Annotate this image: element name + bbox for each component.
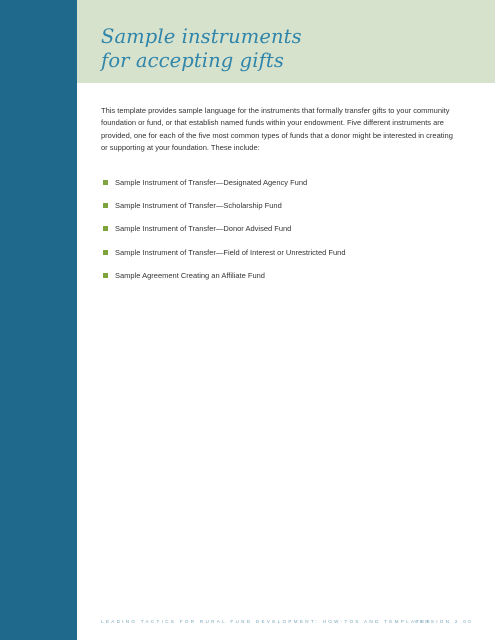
list-item <box>103 247 346 270</box>
square-bullet-icon <box>103 180 108 185</box>
square-bullet-icon <box>103 250 108 255</box>
square-bullet-icon <box>103 203 108 208</box>
list-item-label: Sample Agreement Creating an Affiliate Fund <box>115 270 265 280</box>
square-bullet-icon <box>103 273 108 278</box>
list-item-label: Sample Instrument of Transfer—Designated Agency Fund <box>115 178 308 187</box>
list-item <box>103 177 346 200</box>
footer-version: VERSION 2.00 <box>414 619 473 624</box>
list-item <box>103 270 346 293</box>
list-item-label: Sample Instrument of Transfer—Field of Interest or Unrestricted Fund <box>115 247 346 257</box>
left-sidebar-band <box>0 0 77 640</box>
list-item-label: Sample Instrument of Transfer—Donor Advised Fund <box>115 224 292 234</box>
instrument-list <box>103 177 346 293</box>
footer-publication-title: LEADING TACTICS FOR RURAL FUND DEVELOPMENT: HOW-TOS AND TEMPLATES <box>101 619 432 624</box>
page-title-line-1: Sample instruments <box>101 25 302 48</box>
page-title <box>101 25 302 73</box>
intro-paragraph: This template provides sample language for the instruments that formally transfer gifts to your community foundation or fund, or that establish named funds within your endowment. Five different instruments are provided, one for each of the five most common types of funds that a donor might be interested in creating or supporting at your foundation. These include: <box>101 106 453 152</box>
list-item-label: Sample Instrument of Transfer—Scholarship Fund <box>115 201 282 211</box>
square-bullet-icon <box>103 226 108 231</box>
list-item <box>103 200 346 223</box>
list-item <box>103 223 346 246</box>
page-title-line-2: for accepting gifts <box>101 49 284 72</box>
